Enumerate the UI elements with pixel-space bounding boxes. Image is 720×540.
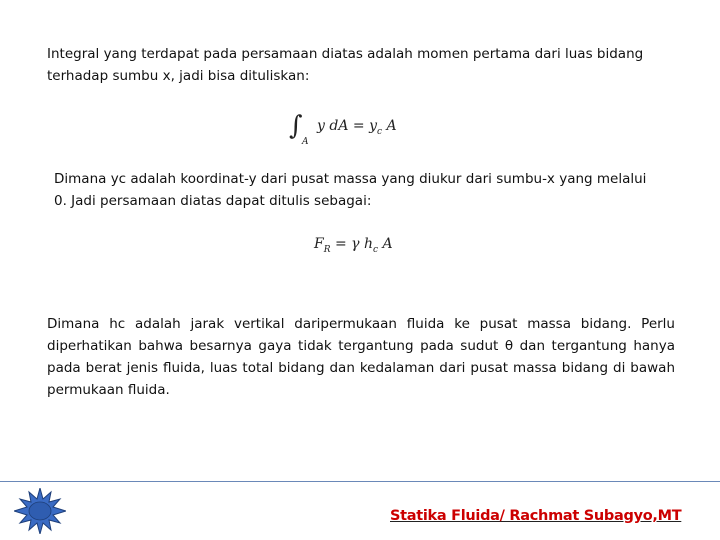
equation-1-rhs: A xyxy=(382,118,397,134)
equation-resultant-force xyxy=(314,236,393,260)
equation-2-mid: = γ h xyxy=(330,236,373,252)
equation-1-subscript: c xyxy=(376,126,383,137)
star-logo-icon xyxy=(14,488,66,534)
equation-2-lhs: F xyxy=(314,236,324,252)
paragraph-2: Dimana yc adalah koordinat-y dari pusat massa yang diukur dari sumbu-x yang melalui 0. Jadi persamaan diatas dapat ditulis sebagai: xyxy=(54,171,647,209)
paragraph-1: Integral yang terdapat pada persamaan diatas adalah momen pertama dari luas bidang terhadap sumbu x, jadi bisa dituliskan: xyxy=(47,46,644,84)
equation-1-body xyxy=(317,118,397,137)
integral-sign: ∫ xyxy=(289,111,303,141)
footer-credit: Statika Fluida/ Rachmat Subagyo,MT xyxy=(390,508,682,524)
integral-lower-limit: A xyxy=(302,137,309,147)
star-logo-center xyxy=(29,502,51,520)
equation-2-lhs-subscript: R xyxy=(323,244,331,255)
equation-1-lhs: y dA = y xyxy=(317,118,377,134)
equation-2-mid-subscript: c xyxy=(372,244,379,255)
footer-divider xyxy=(0,481,720,482)
paragraph-3: Dimana hc adalah jarak vertikal daripermukaan fluida ke pusat massa bidang. Perlu diperhatikan bahwa besarnya gaya tidak tergantung pada sudut θ dan tergantung hanya pada berat jenis fluida, luas total bidang dan kedalaman dari pusat massa bidang di bawah permukaan fluida. xyxy=(47,316,675,398)
equation-2-rhs: A xyxy=(378,236,393,252)
